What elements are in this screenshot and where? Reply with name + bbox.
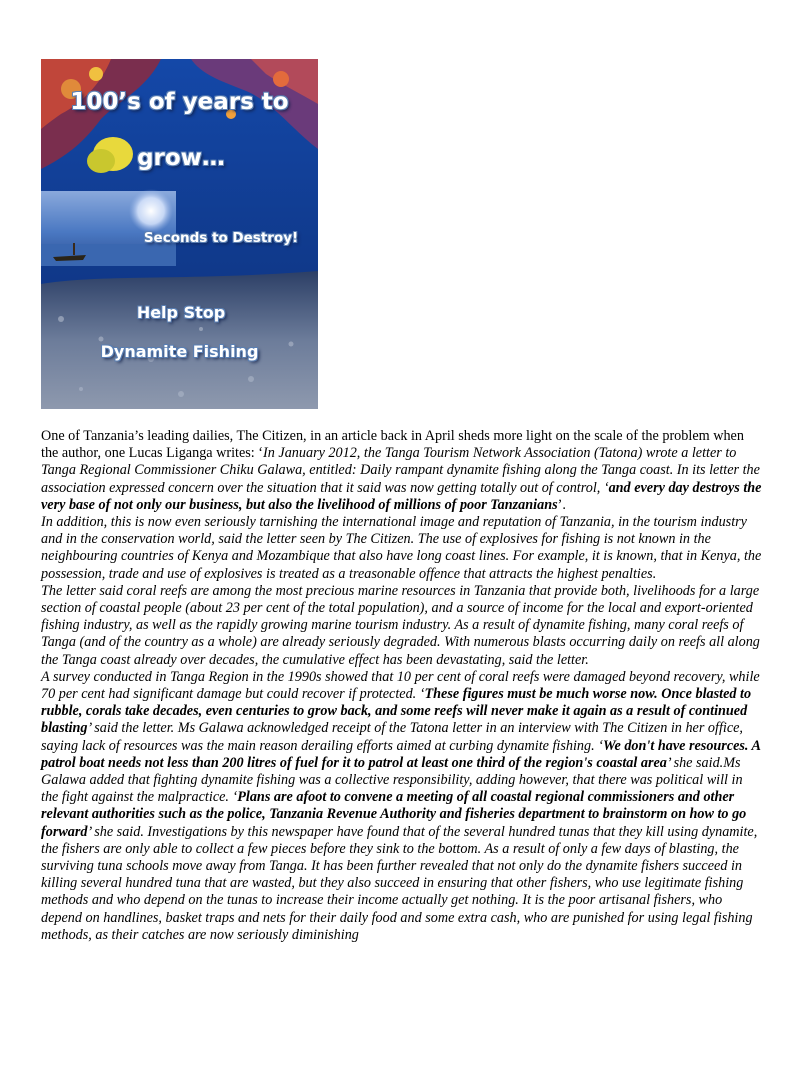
article-paragraph-4 — [41, 669, 763, 944]
paragraph-4-e: ’ she said.Ms Galawa added that fighting dynamite fishing was a collective responsibility, adding however, that there was political will in the fight against the malpractice. ‘ — [41, 754, 743, 806]
poster-subline: Seconds to Destroy! — [143, 230, 299, 246]
paragraph-1-emphasis: and every day destroys the very base of not only our business, but also the livelihood of millions of poor Tanzanians — [41, 479, 762, 513]
paragraph-1-intro: One of Tanzania’s leading dailies, The Citizen, in an article back in April sheds more light on the scale of the problem when the author, one Lucas Liganga writes: ‘ — [41, 428, 744, 462]
poster-cta-line2: Dynamite Fishing — [100, 342, 259, 361]
paragraph-4-a: A survey conducted in Tanga Region in the 1990s showed that 10 per cent of coral reefs were damaged beyond recovery, while 70 per cent had significant damage but could recover if protected. ‘ — [41, 668, 760, 703]
article-paragraph-1 — [41, 428, 763, 514]
poster-cta-line1: Help Stop — [136, 303, 226, 322]
poster-headline-line1: 100’s of years to — [70, 89, 289, 115]
article-paragraph-2 — [41, 514, 763, 583]
paragraph-1-quote: In January 2012, the Tanga Tourism Network Association (Tatona) wrote a letter to Tanga Regional Commissioner Chiku Galawa, entitled: Daily rampant dynamite fishing along the Tanga coast. In its letter the association expressed concern over the situation that it said was now getting totally out of control, ‘ — [41, 445, 760, 496]
dynamite-fishing-poster — [41, 59, 318, 409]
paragraph-4-c: ’ said the letter. Ms Galawa acknowledged receipt of the Tatona letter in an interview with The Citizen in her office, saying lack of resources was the main reason derailing efforts aimed at curbing dynamite fishing. ‘ — [41, 720, 743, 754]
paragraph-1-close: ’. — [557, 496, 566, 513]
poster-headline-line2: grow… — [137, 145, 225, 171]
paragraph-2-text: In addition, this is now even seriously tarnishing the international image and reputation of Tanzania, in the tourism industry and in the conservation world, said the letter seen by The Citizen. The use of explosives for fishing is not known in the neighbouring countries of Kenya and Mozambique that also have long coast lines. For example, it is known, that in Kenya, the possession, trade and use of explosives is treated as a treasonable offence that attracts the highest penalties. — [41, 514, 762, 582]
paragraph-3-text: The letter said coral reefs are among the most precious marine resources in Tanzania that provide both, livelihoods for a large section of coastal people (about 23 per cent of the total population), and a source of income for the local and export-oriented fishing industry, as well as the rapidly growing marine tourism industry. As a result of dynamite fishing, many coral reefs of Tanga (and of the country as a whole) are already seriously degraded. With numerous blasts occurring daily on reefs all along the Tanga coast already over decades, the cumulative effect has been devastating, said the letter. — [41, 582, 760, 668]
article-paragraph-3 — [41, 583, 763, 669]
paragraph-4-emphasis-3: Plans are afoot to convene a meeting of all coastal regional commissioners and other relevant authorities such as the police, Tanzania Revenue Authority and fisheries department to brainstorm on how to go forward — [41, 789, 747, 840]
paragraph-4-g: ’ she said. Investigations by this newspaper have found that of the several hundred tunas that they kill using dynamite, the fishers are only able to collect a few pieces before they sink to the bottom. As a result of only a few days of blasting, the surviving tuna schools move away from Tanga. It has been further revealed that not only do the dynamite fishers succeed in killing several hundred tuna that are wasted, but they also succeed in ensuring that other fishers, who use legitimate fishing methods and who depend on the tunas to increase their income actually get nothing. It is the poor artisanal fishers, who depend on handlines, basket traps and nets for their daily food and some extra cash, who are punished for using legal fishing methods, as their catches are now seriously diminishing — [41, 823, 758, 943]
article-body — [41, 428, 763, 944]
paragraph-4-emphasis-2: We don't have resources. A patrol boat needs not less than 200 litres of fuel for it to patrol at least one third of the region's coastal area — [41, 737, 761, 771]
paragraph-4-emphasis-1: These figures must be much worse now. Once blasted to rubble, corals take decades, even centuries to grow back, and some reefs will never make it again as a result of continued blasting — [41, 686, 752, 737]
